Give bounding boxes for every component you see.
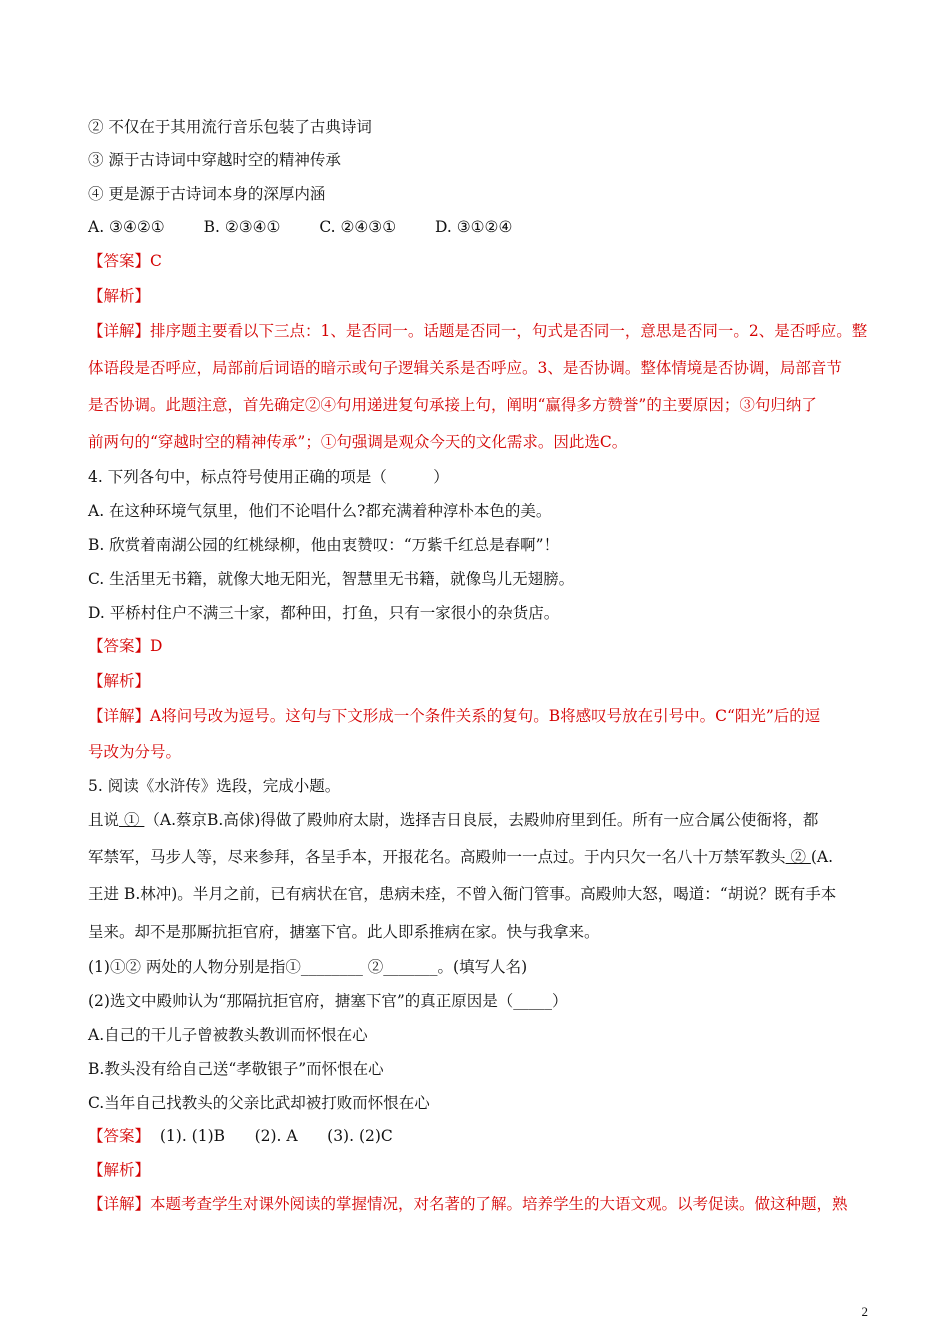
answer-value: C [150,252,162,270]
q5-stem: 5. 阅读《水浒传》选段，完成小题。 [88,777,341,795]
blank-2: ② [785,848,811,866]
answer-tag: 【答案】 [88,1127,151,1145]
q4-analysis-tag: 【解析】 [88,672,151,690]
detail-tag: 【详解】 [88,1195,151,1213]
q3-analysis-tag: 【解析】 [88,287,151,305]
sub-question-2: (2)选文中殿帅认为“那隔抗拒官府，搪塞下官”的真正原因是（_____） [88,992,568,1010]
option-line-4: ④ 更是源于古诗词本身的深厚内涵 [88,185,326,203]
passage-line-1 [88,809,868,831]
blank-1: ① [119,811,145,829]
q3-choice-a: A. ③④②① [88,218,165,236]
passage-text: 军禁军，马步人等，尽来参拜，各呈手本，开报花名。高殿帅一一点过。于内只欠一名八十万禁军教头 [88,848,786,866]
q3-answer [88,250,868,272]
detail-tag: 【详解】 [88,707,151,725]
answer-tag: 【答案】 [88,637,151,655]
q3-choice-b: B. ②③④① [203,218,281,236]
answer-tag: 【答案】 [88,252,151,270]
q5-detail-1 [88,1193,868,1215]
detail-tag: 【详解】 [88,322,151,340]
q5-analysis-tag: 【解析】 [88,1161,151,1179]
q3-detail-2: 体语段是否呼应，局部前后词语的暗示或句子逻辑关系是否呼应。3、是否协调。整体情境是否协调，局部音节 [88,359,842,377]
detail-text: 排序题主要看以下三点：1、是否同一。话题是否同一，句式是否同一，意思是否同一。2、是否呼应。整 [150,322,868,340]
option-line-3: ③ 源于古诗词中穿越时空的精神传承 [88,151,341,169]
q3-detail-1 [88,320,868,342]
passage-text: (A. [810,848,834,866]
q3-detail-4: 前两句的“穿越时空的精神传承”；①句强调是观众今天的文化需求。因此选C。 [88,433,628,451]
page-number: 2 [861,1304,868,1319]
sub-question-1: (1)①② 两处的人物分别是指①________ ②_______。(填写人名) [88,958,528,976]
detail-text: A将问号改为逗号。这句与下文形成一个条件关系的复句。B将感叹号放在引号中。C“阳光”后的逗 [150,707,821,725]
sub-q2-option-b: B.教头没有给自己送“孝敬银子”而怀恨在心 [88,1060,384,1078]
q5-answer [88,1125,868,1147]
q4-option-b: B. 欣赏着南湖公园的红桃绿柳，他由衷赞叹：“万紫千红总是春啊”！ [88,536,560,554]
q3-choice-c: C. ②④③① [319,218,397,236]
option-line-2: ② 不仅在于其用流行音乐包装了古典诗词 [88,118,372,136]
passage-line-2 [88,846,868,868]
passage-text: 且说 [88,811,120,829]
sub-q2-option-c: C.当年自己找教头的父亲比武却被打败而怀恨在心 [88,1094,430,1112]
answer-value: (1). (1)B (2). A (3). (2)C [150,1127,393,1145]
passage-line-4: 呈来。却不是那厮抗拒官府，搪塞下官。此人即系推病在家。快与我拿来。 [88,923,600,941]
sub-q2-option-a: A.自己的干儿子曾被教头教训而怀恨在心 [88,1026,368,1044]
passage-line-3: 王进 B.林冲)。半月之前，已有病状在官，患病未痊，不曾入衙门管事。高殿帅大怒，喝道：“胡说？既有手本 [88,885,837,903]
q4-detail-2: 号改为分号。 [88,743,182,761]
q3-choices [88,216,868,238]
q4-option-d: D. 平桥村住户不满三十家，都种田，打鱼，只有一家很小的杂货店。 [88,604,560,622]
q3-choice-d: D. ③①②④ [435,218,513,236]
detail-text: 本题考查学生对课外阅读的掌握情况，对名著的了解。培养学生的大语文观。以考促读。做这种题，熟 [150,1195,848,1213]
q4-option-a: A. 在这种环境气氛里，他们不论唱什么?都充满着种淳朴本色的美。 [88,502,552,520]
q3-detail-3: 是否协调。此题注意，首先确定②④句用递进复句承接上句，阐明“赢得多方赞誉”的主要原因；③句归纳了 [88,396,817,414]
answer-value: D [150,637,163,655]
q4-answer [88,635,868,657]
q4-option-c: C. 生活里无书籍，就像大地无阳光，智慧里无书籍，就像鸟儿无翅膀。 [88,570,575,588]
passage-text: （A.蔡京B.高俅)得做了殿帅府太尉，选择吉日良辰，去殿帅府里到任。所有一应合属公使衙将，都 [144,811,819,829]
q4-stem: 4. 下列各句中，标点符号使用正确的项是（ ） [88,468,449,486]
q4-detail-1 [88,705,868,727]
